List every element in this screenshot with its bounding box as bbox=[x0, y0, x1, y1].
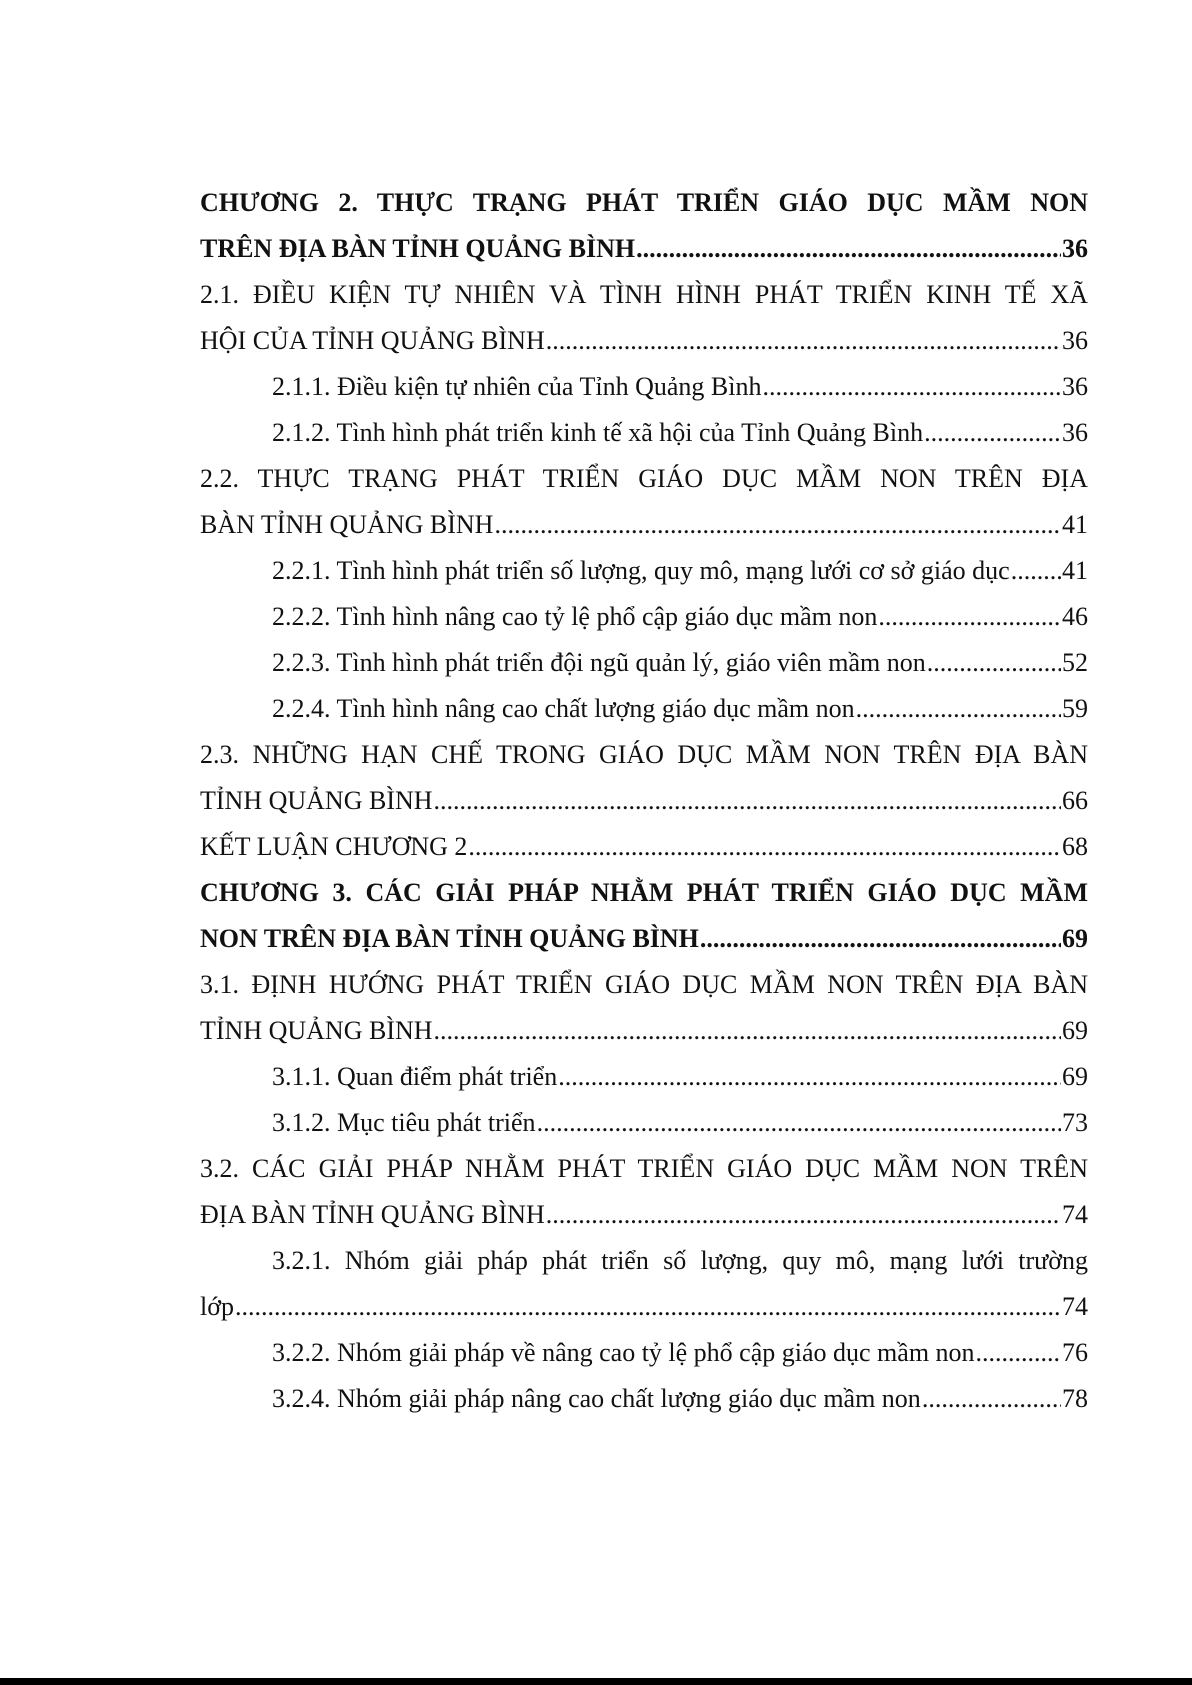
toc-entry-text: CHƯƠNG 2. THỰC TRẠNG PHÁT TRIỂN GIÁO DỤC MẦM NON bbox=[200, 188, 1088, 217]
toc-entry-text: 3.1.2. Mục tiêu phát triển bbox=[272, 1108, 536, 1137]
toc-entry-text: NON TRÊN ĐỊA BÀN TỈNH QUẢNG BÌNH bbox=[200, 924, 699, 953]
toc-page-number: 68 bbox=[1062, 832, 1088, 861]
toc-entry-text: TỈNH QUẢNG BÌNH bbox=[200, 786, 433, 815]
dot-leader bbox=[922, 1376, 1061, 1422]
toc-entry-text: 2.2.3. Tình hình phát triển đội ngũ quản lý, giáo viên mầm non bbox=[272, 648, 926, 677]
toc-entry-text: BÀN TỈNH QUẢNG BÌNH bbox=[200, 510, 494, 539]
toc-page-number: 74 bbox=[1062, 1200, 1088, 1229]
toc-page-number: 52 bbox=[1062, 648, 1088, 677]
toc-entry-text: 2.2.1. Tình hình phát triển số lượng, quy mô, mạng lưới cơ sở giáo dục bbox=[272, 556, 1010, 585]
toc-page-number: 59 bbox=[1062, 694, 1088, 723]
toc-subsection-2-2-3[interactable] bbox=[272, 640, 1088, 686]
toc-entry-text: 3.2. CÁC GIẢI PHÁP NHẰM PHÁT TRIỂN GIÁO DỤC MẦM NON TRÊN bbox=[200, 1154, 1088, 1183]
toc-section-2-2-line1[interactable] bbox=[200, 456, 1088, 502]
toc-chapter-2-conclusion[interactable] bbox=[200, 824, 1088, 870]
toc-entry-text: 2.1.2. Tình hình phát triển kinh tế xã hội của Tỉnh Quảng Bình bbox=[272, 418, 924, 447]
toc-subsection-2-1-2[interactable] bbox=[272, 410, 1088, 456]
toc-page-number: 73 bbox=[1062, 1108, 1088, 1137]
dot-leader bbox=[924, 410, 1061, 456]
toc-chapter-2-heading-line2[interactable] bbox=[200, 226, 1088, 272]
toc-entry-text: 2.1.1. Điều kiện tự nhiên của Tỉnh Quảng Bình bbox=[272, 372, 762, 401]
toc-subsection-2-1-1[interactable] bbox=[272, 364, 1088, 410]
toc-subsection-3-1-1[interactable] bbox=[272, 1054, 1088, 1100]
toc-subsection-3-2-2[interactable] bbox=[272, 1330, 1088, 1376]
toc-entry-text: 2.1. ĐIỀU KIỆN TỰ NHIÊN VÀ TÌNH HÌNH PHÁT TRIỂN KINH TẾ XÃ bbox=[200, 280, 1088, 309]
toc-page-number: 46 bbox=[1062, 602, 1088, 631]
toc-page-number: 66 bbox=[1062, 786, 1088, 815]
toc-section-3-2-line2[interactable] bbox=[200, 1192, 1088, 1238]
toc-subsection-3-2-4[interactable] bbox=[272, 1376, 1088, 1422]
toc-subsection-3-2-1-line2[interactable] bbox=[200, 1284, 1088, 1330]
toc-section-2-1-line1[interactable] bbox=[200, 272, 1088, 318]
dot-leader bbox=[537, 1100, 1061, 1146]
toc-entry-text: 2.2.4. Tình hình nâng cao chất lượng giáo dục mầm non bbox=[272, 694, 855, 723]
toc-page-number: 74 bbox=[1062, 1292, 1088, 1321]
toc-entry-text: 3.2.4. Nhóm giải pháp nâng cao chất lượng giáo dục mầm non bbox=[272, 1384, 921, 1413]
toc-section-2-1-line2[interactable] bbox=[200, 318, 1088, 364]
toc-chapter-3-heading-line1[interactable] bbox=[200, 870, 1088, 916]
toc-subsection-2-2-4[interactable] bbox=[272, 686, 1088, 732]
toc-page-number: 36 bbox=[1062, 418, 1088, 447]
dot-leader bbox=[546, 318, 1061, 364]
toc-page-number: 69 bbox=[1062, 1016, 1088, 1045]
toc-entry-text: KẾT LUẬN CHƯƠNG 2 bbox=[200, 832, 468, 861]
toc-entry-text: lớp bbox=[200, 1292, 234, 1321]
toc-entry-text: CHƯƠNG 3. CÁC GIẢI PHÁP NHẰM PHÁT TRIỂN GIÁO DỤC MẦM bbox=[200, 878, 1088, 907]
toc-entry-text: 3.1.1. Quan điểm phát triển bbox=[272, 1062, 558, 1091]
toc-page-number: 36 bbox=[1062, 326, 1088, 355]
toc-page-number: 41 bbox=[1062, 556, 1088, 585]
dot-leader bbox=[700, 916, 1061, 962]
dot-leader bbox=[1011, 548, 1061, 594]
toc-section-2-3-line1[interactable] bbox=[200, 732, 1088, 778]
bottom-edge-bar bbox=[0, 1678, 1192, 1685]
toc-section-2-3-line2[interactable] bbox=[200, 778, 1088, 824]
dot-leader bbox=[558, 1054, 1061, 1100]
toc-section-3-2-line1[interactable] bbox=[200, 1146, 1088, 1192]
dot-leader bbox=[636, 226, 1061, 272]
toc-section-3-1-line2[interactable] bbox=[200, 1008, 1088, 1054]
toc-subsection-3-2-1-line1[interactable] bbox=[272, 1238, 1088, 1284]
dot-leader bbox=[546, 1192, 1061, 1238]
dot-leader bbox=[856, 686, 1061, 732]
dot-leader bbox=[468, 824, 1061, 870]
toc-subsection-3-1-2[interactable] bbox=[272, 1100, 1088, 1146]
toc-page-number: 76 bbox=[1062, 1338, 1088, 1367]
dot-leader bbox=[235, 1284, 1061, 1330]
toc-entry-text: HỘI CỦA TỈNH QUẢNG BÌNH bbox=[200, 326, 545, 355]
toc-subsection-2-2-2[interactable] bbox=[272, 594, 1088, 640]
dot-leader bbox=[976, 1330, 1061, 1376]
dot-leader bbox=[434, 778, 1061, 824]
toc-page-number: 69 bbox=[1062, 924, 1088, 953]
toc-entry-text: TRÊN ĐỊA BÀN TỈNH QUẢNG BÌNH bbox=[200, 234, 636, 263]
toc-page-number: 78 bbox=[1062, 1384, 1088, 1413]
toc-entry-text: 2.2.2. Tình hình nâng cao tỷ lệ phổ cập giáo dục mầm non bbox=[272, 602, 878, 631]
toc-chapter-2-heading-line1[interactable] bbox=[200, 180, 1088, 226]
dot-leader bbox=[762, 364, 1061, 410]
toc-entry-text: TỈNH QUẢNG BÌNH bbox=[200, 1016, 433, 1045]
toc-entry-text: 3.2.2. Nhóm giải pháp về nâng cao tỷ lệ phổ cập giáo dục mầm non bbox=[272, 1338, 975, 1367]
toc-entry-text: ĐỊA BÀN TỈNH QUẢNG BÌNH bbox=[200, 1200, 545, 1229]
dot-leader bbox=[434, 1008, 1061, 1054]
dot-leader bbox=[927, 640, 1061, 686]
dot-leader bbox=[494, 502, 1061, 548]
dot-leader bbox=[878, 594, 1061, 640]
toc-page-number: 41 bbox=[1062, 510, 1088, 539]
toc-page-number: 69 bbox=[1062, 1062, 1088, 1091]
toc-page-number: 36 bbox=[1062, 372, 1088, 401]
toc-entry-text: 3.2.1. Nhóm giải pháp phát triển số lượng, quy mô, mạng lưới trường bbox=[272, 1246, 1088, 1275]
toc-chapter-3-heading-line2[interactable] bbox=[200, 916, 1088, 962]
toc-entry-text: 2.2. THỰC TRẠNG PHÁT TRIỂN GIÁO DỤC MẦM NON TRÊN ĐỊA bbox=[200, 464, 1088, 493]
toc-section-3-1-line1[interactable] bbox=[200, 962, 1088, 1008]
toc-entry-text: 3.1. ĐỊNH HƯỚNG PHÁT TRIỂN GIÁO DỤC MẦM NON TRÊN ĐỊA BÀN bbox=[200, 970, 1088, 999]
toc-entry-text: 2.3. NHỮNG HẠN CHẾ TRONG GIÁO DỤC MẦM NON TRÊN ĐỊA BÀN bbox=[200, 740, 1088, 769]
toc-subsection-2-2-1[interactable] bbox=[272, 548, 1088, 594]
toc-page-number: 36 bbox=[1062, 234, 1088, 263]
toc-section-2-2-line2[interactable] bbox=[200, 502, 1088, 548]
